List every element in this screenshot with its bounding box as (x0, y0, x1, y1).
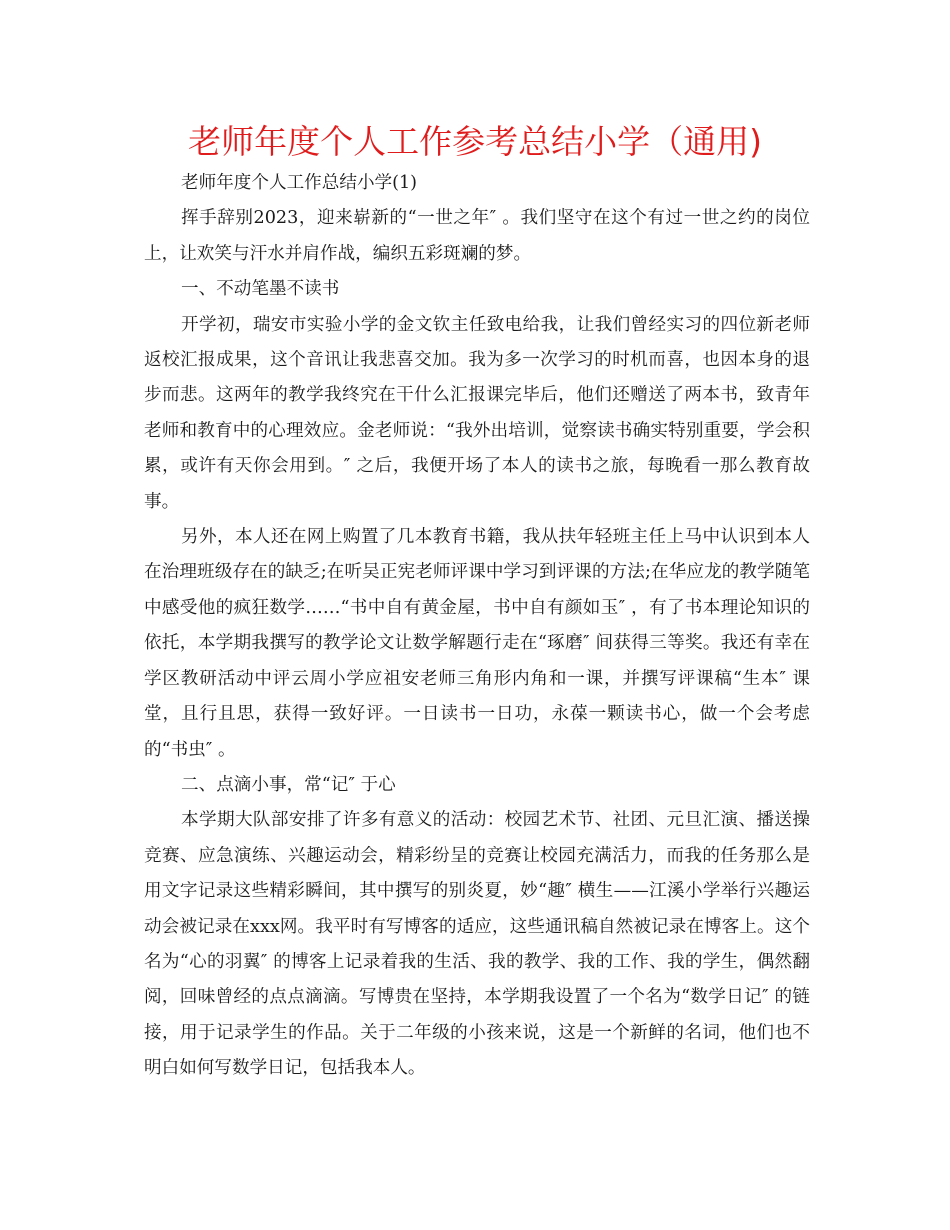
section-heading: 一、不动笔墨不读书 (181, 279, 340, 300)
paragraph: 开学初，瑞安市实验小学的金文钦主任致电给我，让我们曾经实习的四位新老师返校汇报成果，这个音讯让我悲喜交加。我为多一次学习的时机而喜，也因本身的退步而悲。这两年的教学我终究在干什么汇报课完毕后，他们还赠送了两本书，致青年老师和教育中的心理效应。金老师说：“我外出培训，觉察读书确实特别重要，学会积累，或许有天你会用到。″ 之后，我便开场了本人的读书之旅，每晚看一那么教育故事。 (144, 314, 810, 512)
paragraph: 本学期大队部安排了许多有意义的活动：校园艺术节、社团、元旦汇演、播送操竞赛、应急演练、兴趣运动会，精彩纷呈的竞赛让校园充满活力，而我的任务那么是用文字记录这些精彩瞬间，其中撰写的别炎夏，妙“趣″ 横生——江溪小学举行兴趣运动会被记录在xxx网。我平时有写博客的适应，这些通讯稿自然被记录在博客上。这个名为“心的羽翼″ 的博客上记录着我的生活、我的教学、我的工作、我的学生，偶然翻阅，回味曾经的点点滴滴。写博贵在坚持，本学期我设置了一个名为“数学日记″ 的链接，用于记录学生的作品。关于二年级的小孩来说，这是一个新鲜的名词，他们也不明白如何写数学日记，包括我本人。 (144, 810, 810, 1079)
section-heading: 二、点滴小事，常“记″ 于心 (181, 774, 396, 795)
section-heading: 老师年度个人工作总结小学(1) (181, 173, 418, 193)
paragraph: 挥手辞别2023，迎来崭新的“一世之年″ 。我们坚守在这个有过一世之约的岗位上，让欢笑与汗水并肩作战，编织五彩斑斓的梦。 (144, 208, 810, 264)
document-title: 老师年度个人工作参考总结小学（通用) (188, 122, 762, 161)
paragraph: 另外，本人还在网上购置了几本教育书籍，我从扶年轻班主任上马中认识到本人在治理班级存在的缺乏;在听吴正宪老师评课中学习到评课的方法;在华应龙的教学随笔中感受他的疯狂数学……“书中自有黄金屋，书中自有颜如玉″ ，有了书本理论知识的依托，本学期我撰写的教学论文让数学解题行走在“琢磨″ 间获得三等奖。我还有幸在学区教研活动中评云周小学应祖安老师三角形内角和一课，并撰写评课稿“生本″ 课堂，且行且思，获得一致好评。一日读书一日功，永葆一颗读书心，做一个会考虑的“书虫″ 。 (144, 527, 810, 760)
document-body (144, 166, 810, 1087)
